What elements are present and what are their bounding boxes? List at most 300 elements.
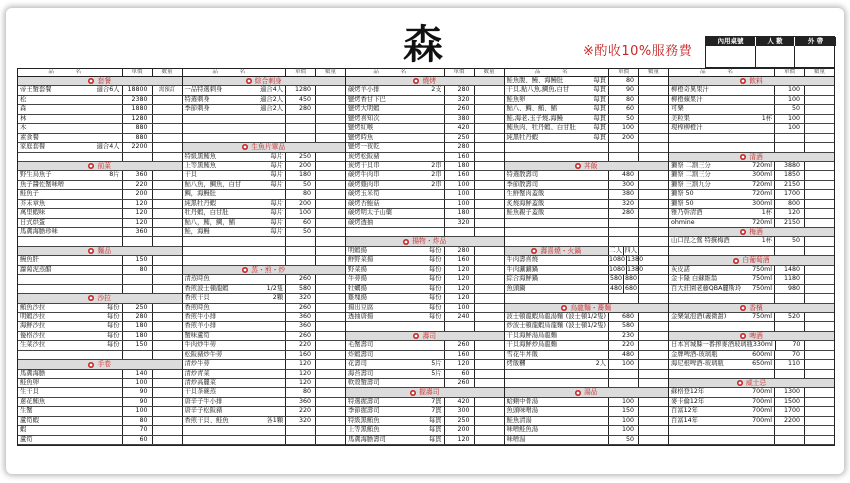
menu-item[interactable] <box>505 322 669 331</box>
guest-count-field[interactable] <box>756 46 795 69</box>
menu-item[interactable] <box>346 115 504 124</box>
qty-cell[interactable] <box>639 285 668 293</box>
menu-item[interactable] <box>18 209 182 218</box>
menu-item[interactable] <box>183 96 346 105</box>
menu-item[interactable] <box>183 322 346 331</box>
menu-item[interactable] <box>669 398 834 407</box>
qty-cell[interactable] <box>805 360 834 368</box>
qty-cell[interactable] <box>639 200 668 208</box>
menu-item[interactable] <box>505 105 669 114</box>
menu-item[interactable] <box>18 426 182 435</box>
menu-item[interactable] <box>18 96 182 105</box>
menu-item[interactable] <box>346 275 504 284</box>
qty-cell[interactable] <box>639 237 668 245</box>
qty-cell[interactable] <box>153 275 182 283</box>
menu-item[interactable] <box>18 256 182 265</box>
qty-cell[interactable] <box>639 143 668 151</box>
menu-item[interactable] <box>346 426 504 435</box>
qty-cell[interactable] <box>639 275 668 283</box>
qty-cell[interactable] <box>153 209 182 217</box>
menu-item[interactable] <box>18 190 182 199</box>
menu-item[interactable] <box>505 124 669 133</box>
menu-item[interactable] <box>669 407 834 416</box>
menu-item[interactable] <box>346 181 504 190</box>
qty-cell[interactable] <box>316 86 345 94</box>
qty-cell[interactable] <box>639 417 668 425</box>
qty-cell[interactable] <box>475 266 504 274</box>
menu-item[interactable] <box>505 115 669 124</box>
qty-cell[interactable] <box>639 171 668 179</box>
qty-cell[interactable] <box>639 256 668 264</box>
menu-item[interactable] <box>346 313 504 322</box>
menu-item[interactable] <box>346 417 504 426</box>
menu-item[interactable] <box>183 162 346 171</box>
qty-cell[interactable] <box>316 256 345 264</box>
menu-item[interactable] <box>18 417 182 426</box>
qty-cell[interactable] <box>316 388 345 396</box>
menu-item[interactable] <box>18 407 182 416</box>
menu-item[interactable] <box>669 115 834 124</box>
menu-item[interactable] <box>505 398 669 407</box>
qty-cell[interactable] <box>153 228 182 236</box>
qty-cell[interactable] <box>316 124 345 132</box>
menu-item[interactable] <box>346 256 504 265</box>
menu-item[interactable] <box>505 332 669 341</box>
qty-cell[interactable] <box>639 341 668 349</box>
qty-cell[interactable] <box>475 190 504 198</box>
qty-cell[interactable] <box>639 209 668 217</box>
menu-item[interactable] <box>18 370 182 379</box>
qty-cell[interactable] <box>153 153 182 161</box>
qty-cell[interactable] <box>316 322 345 330</box>
menu-item[interactable] <box>18 332 182 341</box>
menu-item[interactable] <box>18 388 182 397</box>
menu-item[interactable] <box>505 86 669 95</box>
qty-cell[interactable] <box>153 143 182 151</box>
menu-item[interactable] <box>183 351 346 360</box>
menu-item[interactable] <box>346 134 504 143</box>
qty-cell[interactable] <box>639 407 668 415</box>
qty-cell[interactable] <box>475 171 504 179</box>
menu-item[interactable] <box>669 275 834 284</box>
qty-cell[interactable] <box>805 162 834 170</box>
menu-item[interactable] <box>18 304 182 313</box>
qty-cell[interactable] <box>639 247 668 255</box>
qty-cell[interactable] <box>316 351 345 359</box>
menu-item[interactable] <box>505 256 669 265</box>
qty-cell[interactable] <box>475 115 504 123</box>
qty-cell[interactable] <box>316 237 345 245</box>
qty-cell[interactable] <box>805 115 834 123</box>
qty-cell[interactable] <box>475 322 504 330</box>
menu-item[interactable] <box>669 313 834 322</box>
qty-cell[interactable] <box>805 266 834 274</box>
qty-cell[interactable] <box>316 417 345 425</box>
menu-item[interactable] <box>18 436 182 445</box>
qty-cell[interactable] <box>475 228 504 236</box>
qty-cell[interactable] <box>153 304 182 312</box>
qty-cell[interactable] <box>805 388 834 396</box>
qty-cell[interactable] <box>475 370 504 378</box>
qty-cell[interactable] <box>639 105 668 113</box>
qty-cell[interactable] <box>639 370 668 378</box>
menu-item[interactable] <box>669 285 834 294</box>
qty-cell[interactable] <box>316 181 345 189</box>
menu-item[interactable] <box>183 200 346 209</box>
qty-cell[interactable] <box>475 219 504 227</box>
qty-cell[interactable] <box>316 341 345 349</box>
qty-cell[interactable] <box>805 285 834 293</box>
qty-cell[interactable] <box>805 134 834 142</box>
menu-item[interactable] <box>505 266 669 275</box>
qty-cell[interactable] <box>805 143 834 151</box>
qty-cell[interactable] <box>153 105 182 113</box>
qty-cell[interactable] <box>153 417 182 425</box>
menu-item[interactable] <box>18 398 182 407</box>
menu-item[interactable] <box>669 124 834 133</box>
qty-cell[interactable] <box>153 124 182 132</box>
menu-item[interactable] <box>183 275 346 284</box>
menu-item[interactable] <box>505 96 669 105</box>
qty-cell[interactable] <box>153 200 182 208</box>
qty-cell[interactable] <box>153 379 182 387</box>
qty-cell[interactable] <box>316 285 345 293</box>
menu-item[interactable] <box>18 313 182 322</box>
menu-item[interactable] <box>669 219 834 228</box>
menu-item[interactable] <box>183 153 346 162</box>
qty-cell[interactable] <box>639 332 668 340</box>
qty-cell[interactable] <box>639 134 668 142</box>
menu-item[interactable] <box>183 190 346 199</box>
qty-cell[interactable] <box>639 153 668 161</box>
menu-item[interactable] <box>505 360 669 369</box>
qty-cell[interactable] <box>475 379 504 387</box>
menu-item[interactable] <box>18 105 182 114</box>
qty-cell[interactable] <box>639 115 668 123</box>
menu-item[interactable] <box>183 398 346 407</box>
qty-cell[interactable] <box>316 426 345 434</box>
menu-item[interactable] <box>346 370 504 379</box>
menu-item[interactable] <box>18 143 182 152</box>
menu-item[interactable] <box>346 266 504 275</box>
qty-cell[interactable] <box>805 351 834 359</box>
menu-item[interactable] <box>18 379 182 388</box>
qty-cell[interactable] <box>805 398 834 406</box>
qty-cell[interactable] <box>475 304 504 312</box>
qty-cell[interactable] <box>316 219 345 227</box>
qty-cell[interactable] <box>805 294 834 302</box>
menu-item[interactable] <box>183 417 346 426</box>
qty-cell[interactable] <box>475 313 504 321</box>
qty-cell[interactable] <box>475 275 504 283</box>
qty-cell[interactable] <box>639 294 668 302</box>
qty-cell[interactable] <box>639 426 668 434</box>
menu-item[interactable] <box>346 304 504 313</box>
qty-cell[interactable] <box>639 360 668 368</box>
menu-item[interactable] <box>346 86 504 95</box>
menu-item[interactable] <box>346 200 504 209</box>
qty-cell[interactable] <box>153 388 182 396</box>
menu-item[interactable] <box>183 388 346 397</box>
qty-cell[interactable] <box>153 426 182 434</box>
qty-cell[interactable] <box>316 332 345 340</box>
qty-cell[interactable] <box>639 322 668 330</box>
qty-cell[interactable] <box>805 313 834 321</box>
menu-item[interactable] <box>346 360 504 369</box>
qty-cell[interactable] <box>639 181 668 189</box>
menu-item[interactable] <box>183 360 346 369</box>
qty-cell[interactable] <box>805 407 834 415</box>
qty-cell[interactable] <box>153 96 182 104</box>
qty-cell[interactable] <box>153 398 182 406</box>
qty-cell[interactable] <box>316 379 345 387</box>
qty-cell[interactable] <box>153 190 182 198</box>
qty-cell[interactable] <box>639 77 668 85</box>
qty-cell[interactable] <box>153 256 182 264</box>
menu-item[interactable] <box>669 105 834 114</box>
qty-cell[interactable] <box>805 209 834 217</box>
qty-cell[interactable] <box>316 275 345 283</box>
qty-cell[interactable] <box>805 237 834 245</box>
menu-item[interactable] <box>18 341 182 350</box>
menu-item[interactable] <box>669 351 834 360</box>
menu-item[interactable] <box>346 124 504 133</box>
menu-item[interactable] <box>505 436 669 445</box>
qty-cell[interactable] <box>475 247 504 255</box>
qty-cell[interactable] <box>805 200 834 208</box>
qty-cell[interactable] <box>475 86 504 94</box>
menu-item[interactable] <box>346 407 504 416</box>
qty-cell[interactable] <box>805 181 834 189</box>
menu-item[interactable] <box>505 209 669 218</box>
menu-item[interactable] <box>346 143 504 152</box>
qty-cell[interactable] <box>316 313 345 321</box>
qty-cell[interactable] <box>316 360 345 368</box>
qty-cell[interactable] <box>316 247 345 255</box>
menu-item[interactable] <box>346 294 504 303</box>
menu-item[interactable] <box>669 181 834 190</box>
qty-cell[interactable] <box>805 124 834 132</box>
menu-item[interactable] <box>346 105 504 114</box>
menu-item[interactable] <box>18 228 182 237</box>
menu-item[interactable] <box>669 86 834 95</box>
qty-cell[interactable] <box>639 190 668 198</box>
qty-cell[interactable] <box>316 228 345 236</box>
qty-cell[interactable] <box>475 294 504 302</box>
qty-cell[interactable] <box>639 86 668 94</box>
qty-cell[interactable] <box>475 341 504 349</box>
qty-cell[interactable]: 需預訂 <box>158 87 176 94</box>
qty-cell[interactable] <box>805 322 834 330</box>
menu-item[interactable] <box>183 332 346 341</box>
qty-cell[interactable] <box>316 436 345 444</box>
menu-item[interactable] <box>183 181 346 190</box>
qty-cell[interactable] <box>153 436 182 444</box>
menu-item[interactable] <box>505 341 669 350</box>
qty-cell[interactable] <box>475 209 504 217</box>
qty-cell[interactable] <box>475 134 504 142</box>
qty-cell[interactable] <box>805 219 834 227</box>
qty-cell[interactable] <box>805 275 834 283</box>
qty-cell[interactable] <box>153 313 182 321</box>
menu-item[interactable] <box>346 209 504 218</box>
qty-cell[interactable] <box>316 209 345 217</box>
menu-item[interactable] <box>18 134 182 143</box>
menu-item[interactable] <box>505 426 669 435</box>
qty-cell[interactable] <box>805 426 834 434</box>
qty-cell[interactable] <box>153 322 182 330</box>
qty-cell[interactable] <box>475 398 504 406</box>
qty-cell[interactable] <box>153 115 182 123</box>
qty-cell[interactable] <box>475 436 504 444</box>
qty-cell[interactable] <box>639 351 668 359</box>
qty-cell[interactable] <box>639 379 668 387</box>
qty-cell[interactable] <box>316 115 345 123</box>
qty-cell[interactable] <box>316 134 345 142</box>
menu-item[interactable] <box>669 96 834 105</box>
qty-cell[interactable] <box>475 105 504 113</box>
menu-item[interactable] <box>346 436 504 445</box>
menu-item[interactable] <box>669 209 834 218</box>
qty-cell[interactable] <box>475 256 504 264</box>
menu-item[interactable] <box>18 322 182 331</box>
menu-item[interactable] <box>18 171 182 180</box>
qty-cell[interactable] <box>153 351 182 359</box>
qty-cell[interactable] <box>639 313 668 321</box>
qty-cell[interactable] <box>153 370 182 378</box>
qty-cell[interactable] <box>153 134 182 142</box>
menu-item[interactable] <box>183 370 346 379</box>
qty-cell[interactable] <box>475 426 504 434</box>
menu-item[interactable] <box>183 407 346 416</box>
menu-item[interactable] <box>669 200 834 209</box>
menu-item[interactable] <box>669 190 834 199</box>
menu-item[interactable] <box>183 209 346 218</box>
qty-cell[interactable] <box>153 171 182 179</box>
table-number-field[interactable] <box>706 46 756 69</box>
menu-item[interactable] <box>669 360 834 369</box>
menu-item[interactable] <box>505 313 669 322</box>
qty-cell[interactable] <box>639 124 668 132</box>
menu-item[interactable] <box>346 285 504 294</box>
qty-cell[interactable] <box>153 219 182 227</box>
menu-item[interactable] <box>183 341 346 350</box>
qty-cell[interactable] <box>153 341 182 349</box>
menu-item[interactable] <box>18 115 182 124</box>
menu-item[interactable] <box>346 351 504 360</box>
menu-item[interactable] <box>505 200 669 209</box>
menu-item[interactable] <box>18 181 182 190</box>
qty-cell[interactable] <box>316 105 345 113</box>
menu-item[interactable] <box>346 247 504 256</box>
menu-item[interactable] <box>18 219 182 228</box>
qty-cell[interactable] <box>805 190 834 198</box>
qty-cell[interactable] <box>805 370 834 378</box>
menu-item[interactable] <box>346 190 504 199</box>
qty-cell[interactable] <box>316 190 345 198</box>
qty-cell[interactable] <box>475 143 504 151</box>
menu-item[interactable] <box>183 285 346 294</box>
qty-cell[interactable] <box>153 332 182 340</box>
menu-item[interactable] <box>505 190 669 199</box>
qty-cell[interactable] <box>316 304 345 312</box>
menu-item[interactable] <box>183 313 346 322</box>
menu-item[interactable] <box>183 105 346 114</box>
qty-cell[interactable] <box>639 219 668 227</box>
menu-item[interactable] <box>505 351 669 360</box>
qty-cell[interactable] <box>316 153 345 161</box>
qty-cell[interactable] <box>805 436 834 444</box>
qty-cell[interactable] <box>475 153 504 161</box>
qty-cell[interactable] <box>805 341 834 349</box>
qty-cell[interactable] <box>316 370 345 378</box>
menu-item[interactable] <box>669 388 834 397</box>
qty-cell[interactable] <box>639 228 668 236</box>
qty-cell[interactable] <box>639 398 668 406</box>
qty-cell[interactable] <box>316 162 345 170</box>
qty-cell[interactable] <box>153 285 182 293</box>
qty-cell[interactable] <box>316 398 345 406</box>
menu-item[interactable] <box>669 162 834 171</box>
menu-item[interactable] <box>669 171 834 180</box>
menu-item[interactable] <box>183 86 346 95</box>
qty-cell[interactable] <box>475 417 504 425</box>
qty-cell[interactable] <box>475 96 504 104</box>
menu-item[interactable] <box>505 181 669 190</box>
qty-cell[interactable] <box>316 96 345 104</box>
menu-item[interactable] <box>505 407 669 416</box>
menu-item[interactable] <box>18 124 182 133</box>
menu-item[interactable] <box>346 219 504 228</box>
menu-item[interactable] <box>18 86 182 95</box>
qty-cell[interactable] <box>475 285 504 293</box>
qty-cell[interactable] <box>316 407 345 415</box>
menu-item[interactable] <box>18 200 182 209</box>
qty-cell[interactable] <box>153 237 182 245</box>
menu-item[interactable] <box>505 285 669 294</box>
qty-cell[interactable] <box>475 360 504 368</box>
qty-cell[interactable] <box>805 86 834 94</box>
qty-cell[interactable] <box>639 96 668 104</box>
menu-item[interactable] <box>346 162 504 171</box>
qty-cell[interactable] <box>639 266 668 274</box>
menu-item[interactable] <box>669 266 834 275</box>
menu-item[interactable] <box>505 275 669 284</box>
qty-cell[interactable] <box>475 162 504 170</box>
menu-item[interactable] <box>505 134 669 143</box>
menu-item[interactable] <box>505 417 669 426</box>
qty-cell[interactable] <box>316 171 345 179</box>
qty-cell[interactable] <box>316 200 345 208</box>
menu-item[interactable] <box>18 266 182 275</box>
menu-item[interactable] <box>669 341 834 350</box>
qty-cell[interactable] <box>475 181 504 189</box>
takeout-field[interactable] <box>795 46 836 69</box>
menu-item[interactable] <box>346 341 504 350</box>
menu-item[interactable] <box>346 96 504 105</box>
menu-item[interactable] <box>669 417 834 426</box>
menu-item[interactable] <box>346 171 504 180</box>
qty-cell[interactable] <box>475 351 504 359</box>
qty-cell[interactable] <box>153 266 182 274</box>
qty-cell[interactable] <box>805 417 834 425</box>
qty-cell[interactable] <box>639 436 668 444</box>
qty-cell[interactable] <box>475 124 504 132</box>
menu-item[interactable] <box>346 153 504 162</box>
qty-cell[interactable] <box>805 247 834 255</box>
qty-cell[interactable] <box>153 407 182 415</box>
menu-item[interactable] <box>183 171 346 180</box>
